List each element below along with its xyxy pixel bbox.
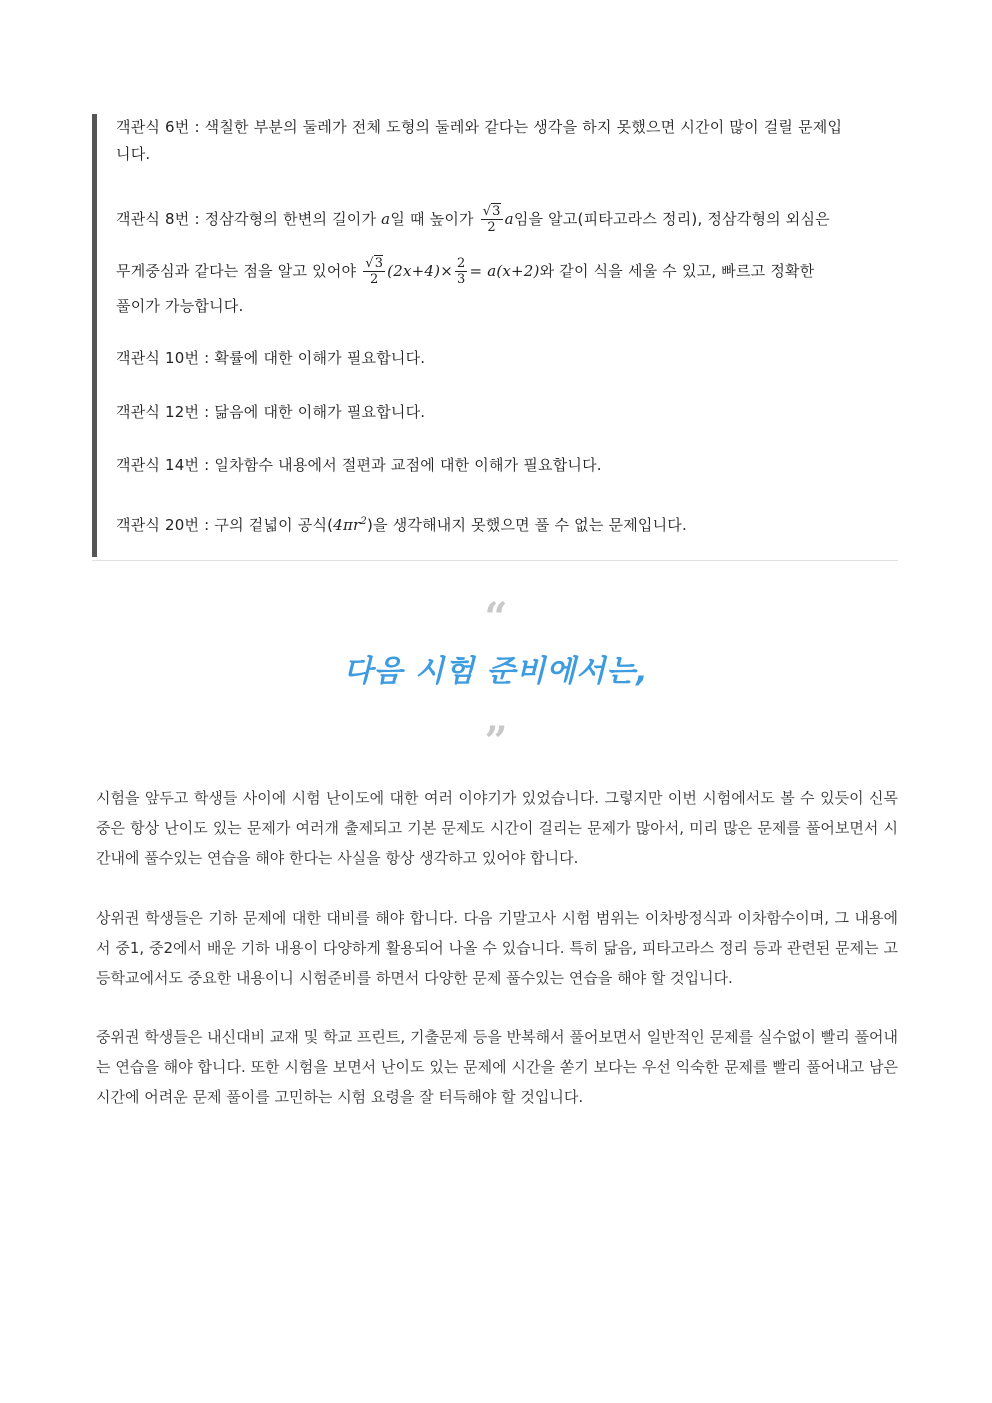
analysis-quote-block bbox=[92, 114, 898, 557]
item-8-expr-1: (2x+4)× bbox=[387, 262, 453, 280]
item-8-text-d: 무게중심과 같다는 점을 알고 있어야 bbox=[116, 262, 357, 280]
fraction-2-over-3 bbox=[455, 256, 467, 287]
item-8-expr-2: = a(x+2) bbox=[469, 262, 540, 280]
frac3-denominator: 3 bbox=[456, 272, 466, 287]
close-quote-icon: ” bbox=[484, 718, 508, 765]
item-8-line-3: 풀이가 가능합니다. bbox=[116, 297, 244, 315]
item-20-formula: 4πr bbox=[333, 516, 361, 534]
paragraph-1: 시험을 앞두고 학생들 사이에 시험 난이도에 대한 여러 이야기가 있었습니다. 그렇지만 이번 시험에서도 볼 수 있듯이 신목중은 항상 난이도 있는 문제가 여러개 출제되고 기본 문제도 시간이 걸리는 문제가 많아서, 미리 많은 문제를 풀어보면서 시간내에 풀수있는 연습을 해야 한다는 사실을 항상 생각하고 있어야 합니다. bbox=[96, 789, 898, 867]
item-8-var-a: a bbox=[381, 210, 391, 228]
item-20-exponent: 2 bbox=[360, 516, 367, 527]
item-8-line-2 bbox=[116, 256, 898, 287]
section-divider bbox=[92, 560, 898, 561]
frac2-denominator: 2 bbox=[369, 272, 379, 287]
item-14: 객관식 14번 : 일차함수 내용에서 절편과 교점에 대한 이해가 필요합니다. bbox=[116, 456, 602, 474]
frac3-numerator: 2 bbox=[456, 256, 466, 271]
item-20-text-b: )을 생각해내지 못했으면 풀 수 없는 문제입니다. bbox=[366, 516, 687, 534]
item-8-line-1 bbox=[116, 204, 898, 235]
item-12: 객관식 12번 : 닮음에 대한 이해가 필요합니다. bbox=[116, 403, 426, 421]
item-6-line-1: 객관식 6번 : 색칠한 부분의 둘레가 전체 도형의 둘레와 같다는 생각을 하지 못했으면 시간이 많이 걸릴 문제입 bbox=[116, 118, 843, 136]
open-quote-icon: “ bbox=[484, 594, 508, 641]
item-8-text-b: 일 때 높이가 bbox=[390, 210, 474, 228]
item-20-text-a: 객관식 20번 : 구의 겉넓이 공식( bbox=[116, 516, 334, 534]
item-6-line-2: 니다. bbox=[116, 145, 151, 163]
paragraph-2: 상위권 학생들은 기하 문제에 대한 대비를 해야 합니다. 다음 기말고사 시험 범위는 이차방정식과 이차함수이며, 그 내용에서 중1, 중2에서 배운 기하 내용이 다양하게 활용되어 나올 수 있습니다. 특히 닮음, 피타고라스 정리 등과 관련된 문제는 고등학교에서도 중요한 내용이니 시험준비를 하면서 다양한 문제 풀수있는 연습을 해야 할 것입니다. bbox=[96, 909, 898, 987]
paragraph-3: 중위권 학생들은 내신대비 교재 및 학교 프린트, 기출문제 등을 반복해서 풀어보면서 일반적인 문제를 실수없이 빨리 풀어내는 연습을 해야 합니다. 또한 시험을 보면서 난이도 있는 문제에 시간을 쏟기 보다는 우선 익숙한 문제를 빨리 풀어내고 남은 시간에 어려운 문제 풀이를 고민하는 시험 요령을 잘 터득해야 할 것입니다. bbox=[96, 1028, 898, 1106]
item-10: 객관식 10번 : 확률에 대한 이해가 필요합니다. bbox=[116, 349, 426, 367]
frac2-root: 3 bbox=[374, 256, 384, 271]
frac1-denominator: 2 bbox=[487, 220, 496, 235]
frac1-root: 3 bbox=[492, 204, 501, 219]
item-8-text-e: 와 같이 식을 세울 수 있고, 빠르고 정확한 bbox=[539, 262, 815, 280]
item-8-text-c: 임을 알고(피타고라스 정리), 정삼각형의 외심은 bbox=[513, 210, 830, 228]
item-8-text-a: 객관식 8번 : 정삼각형의 한변의 길이가 bbox=[116, 210, 377, 228]
item-8-var-a-2: a bbox=[504, 210, 514, 228]
item-20 bbox=[116, 508, 898, 539]
fraction-sqrt3-over-2-b: $\frac{√3}{2}$ bbox=[365, 256, 384, 287]
section-heading: 다음 시험 준비에서는, bbox=[343, 654, 649, 689]
fraction-sqrt3-over-2: $\frac{√3}{2}$ bbox=[482, 204, 501, 235]
